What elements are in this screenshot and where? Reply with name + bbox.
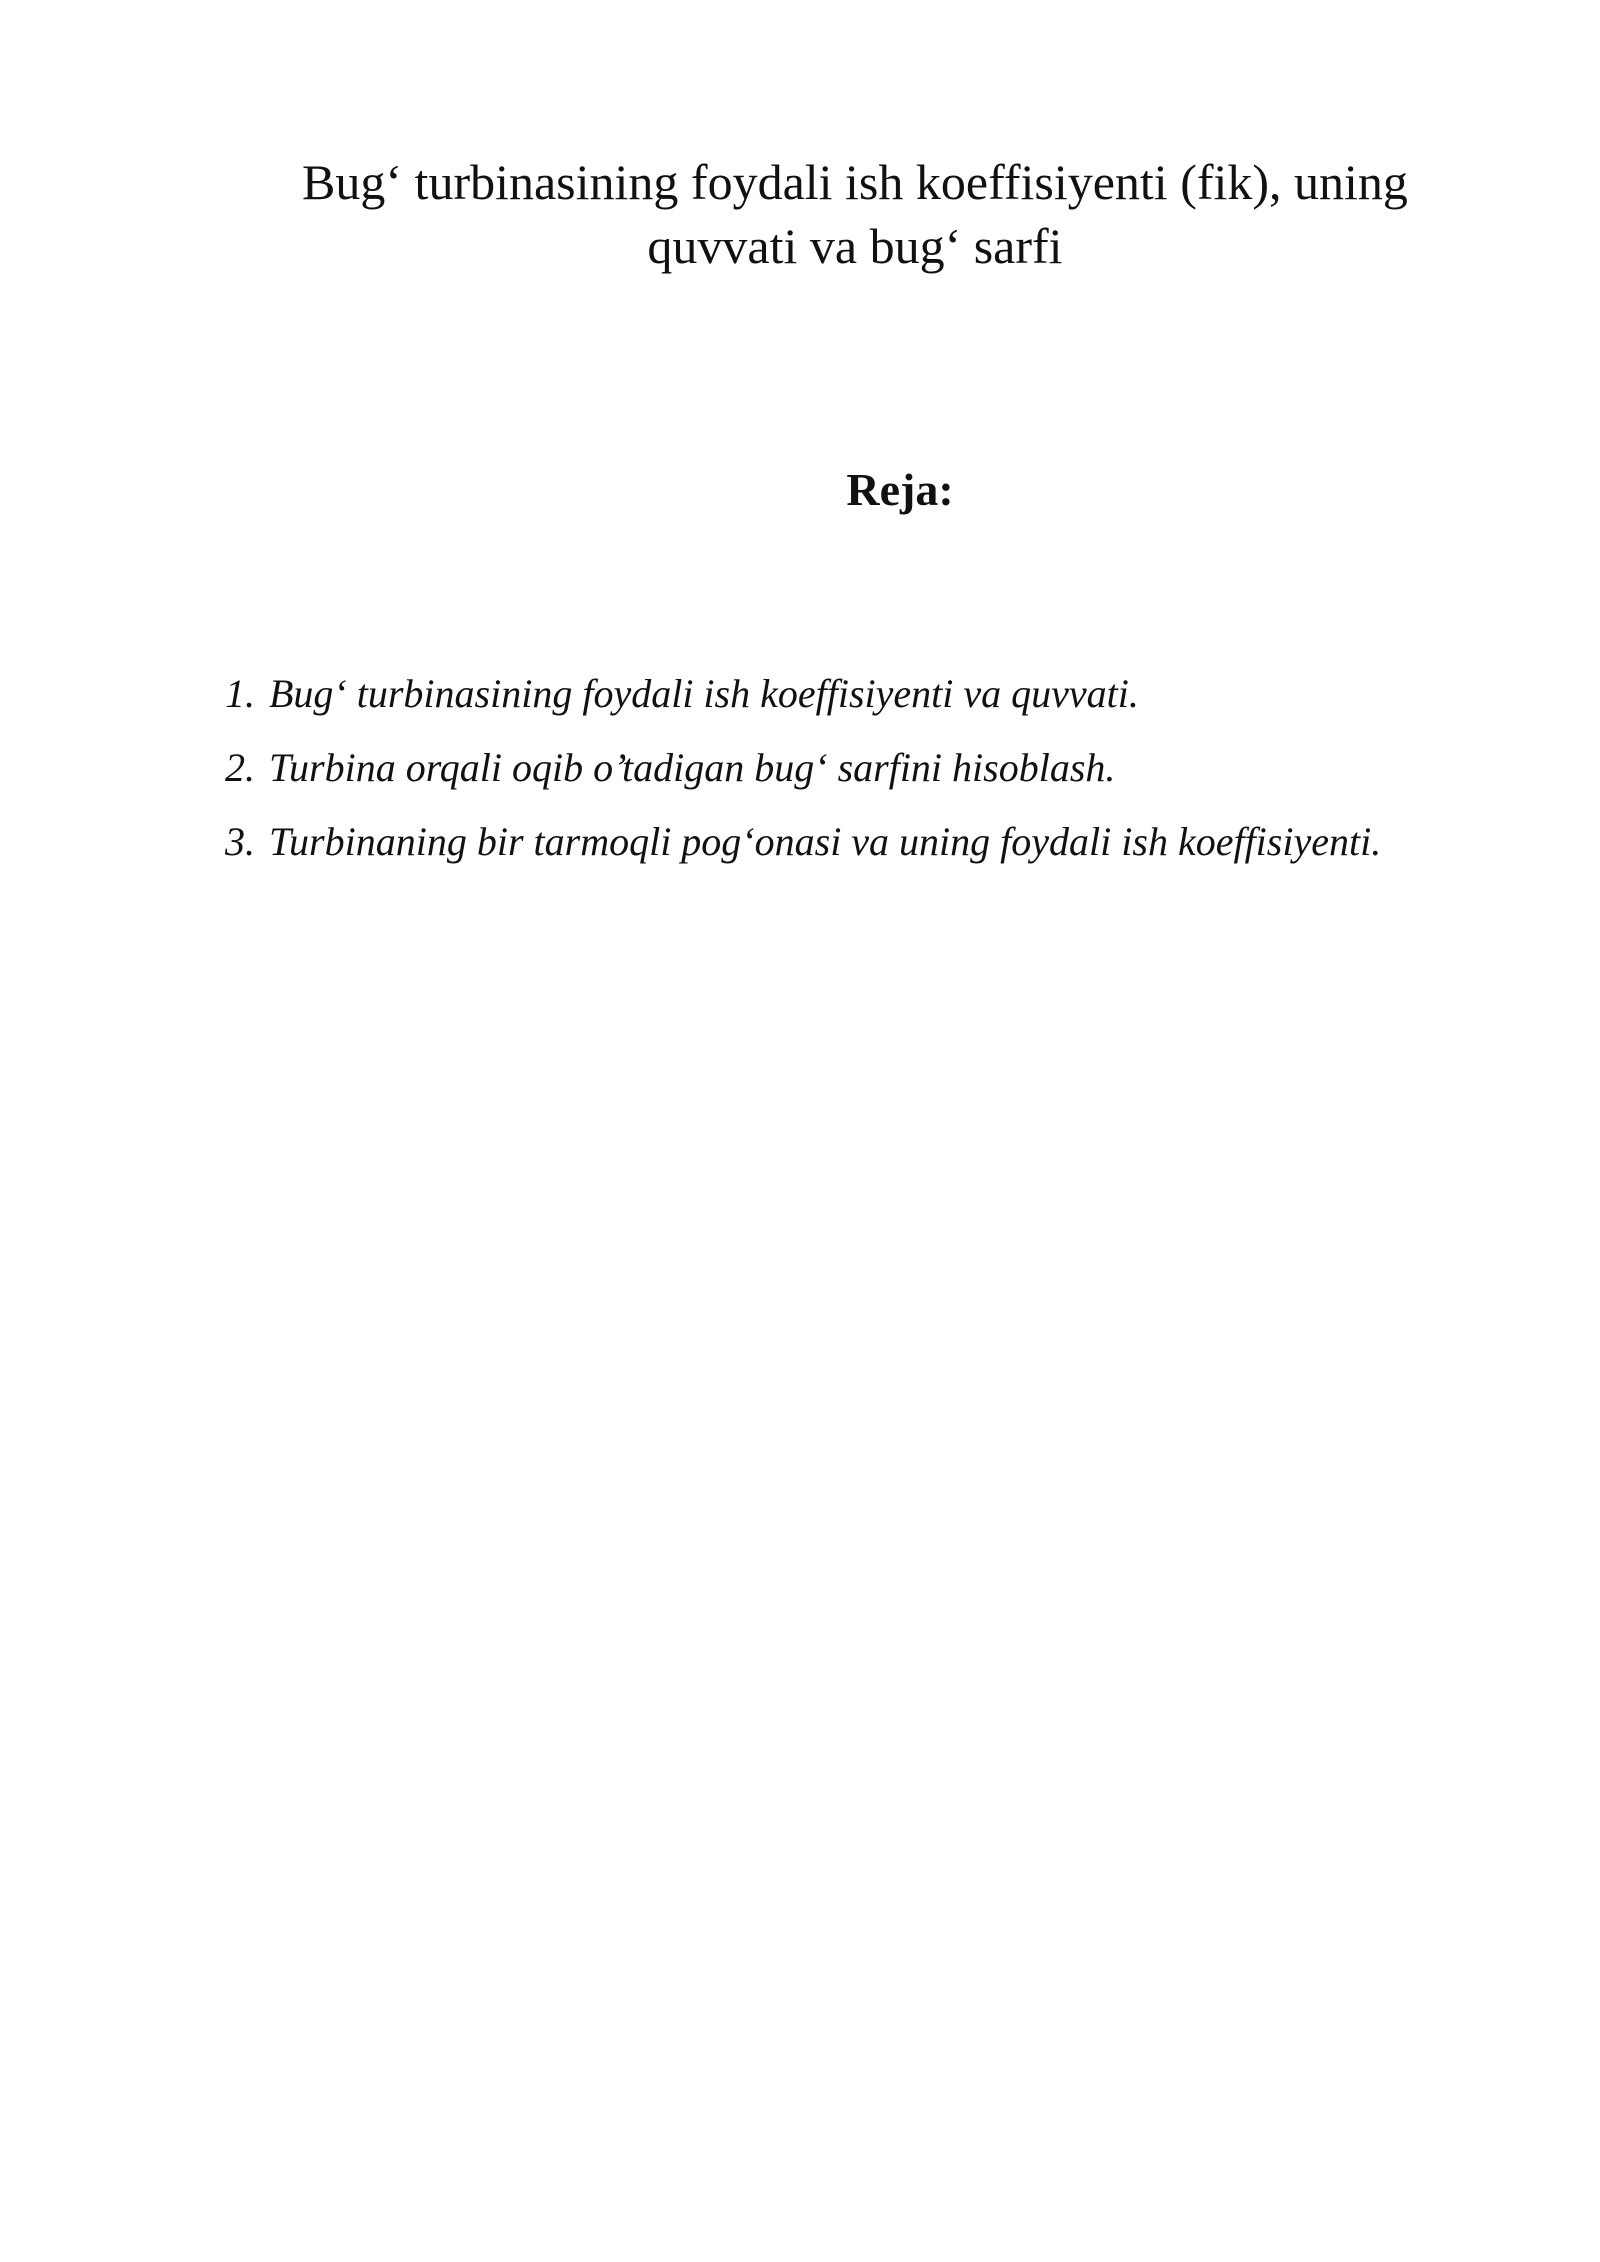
plan-item-text: Turbina orqali oqib o’tadigan bug‘ sarfini hisoblash. <box>269 745 1116 790</box>
plan-item-number: 3. <box>225 819 255 864</box>
plan-item-2 <box>225 744 1545 792</box>
plan-item-text: Turbinaning bir tarmoqli pog‘onasi va uning foydali ish koeffisiyenti. <box>269 819 1382 864</box>
plan-heading: Reja: <box>846 464 954 515</box>
plan-list <box>225 670 1545 892</box>
plan-item-1 <box>225 670 1545 718</box>
plan-item-number: 1. <box>225 671 255 716</box>
plan-item-text: Bug‘ turbinasining foydali ish koeffisiyenti va quvvati. <box>269 671 1139 716</box>
plan-item-3 <box>225 818 1545 866</box>
document-title: Bug‘ turbinasining foydali ish koeffisiyenti (fik), uning quvvati va bug‘ sarfi <box>302 154 1408 274</box>
plan-item-number: 2. <box>225 745 255 790</box>
